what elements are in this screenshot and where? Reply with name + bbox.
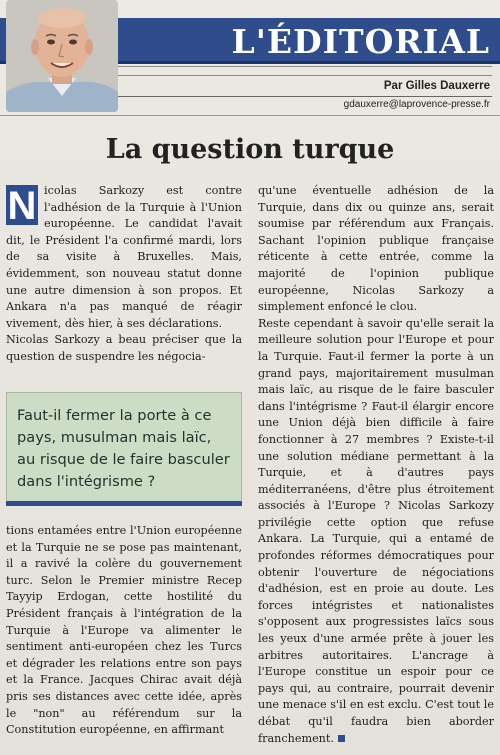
article-paragraph xyxy=(258,316,494,747)
author-byline: Par Gilles Dauxerre xyxy=(383,80,490,92)
article-paragraph: icolas Sarkozy est contre l'adhésion de la Turquie à l'Union européenne. Le candidat l'avait dit, le Président l'a confirmé mardi, lors de sa visite à Bruxelles. Mais, évidemment, son nouveau statut donne une autre dimension à son propos. Et Ankara n'a pas manqué de réagir vivement, dès hier, à ses déclarations. xyxy=(6,184,242,330)
pull-quote-bar xyxy=(6,501,242,506)
article-column-left-bottom xyxy=(6,523,242,755)
section-title: L'ÉDITORIAL xyxy=(231,22,490,61)
header-bottom-rule xyxy=(0,115,500,116)
end-of-article-mark xyxy=(338,735,345,742)
pull-quote: Faut-il fermer la porte à ce pays, musulman mais laïc, au risque de le faire basculer dans l'intégrisme ? xyxy=(6,392,242,504)
article-column-right xyxy=(258,183,494,755)
article-text: Reste cependant à savoir qu'elle serait la meilleure solution pour l'Europe et pour la Turquie. Faut-il fermer la porte à un grand pays, majoritairement musulman mais laïc, au risque de le faire basculer dans l'intégrisme ? Faut-il élargir encore une Union déjà bien difficile à faire fonctionner à 27 membres ? Existe-t-il une solution médiane permettant à la Turquie, et à d'autres pays méditerranéens, d'être plus étroitement associés à l'Europe ? Nicolas Sarkozy privilégie cette option que refuse Ankara. La Turquie, qui a entamé de profondes réformes démocratiques pour obtenir l'ouverture de négociations d'adhésion, est en proie au doute. Les forces intégristes et nationalistes s'opposent aux progressistes laïcs sous les yeux d'une armée prête à jouer les arbitres autoritaires. L'ancrage à l'Europe constitue un espoir pour ce pays qui, au contraire, pourrait devenir une menace s'il en est exclu. C'est tout le débat qu'il faudra bien aborder franchement. xyxy=(258,316,494,745)
drop-cap: N xyxy=(7,184,37,228)
article-paragraph: tions entamées entre l'Union européenne et la Turquie ne se pose pas maintenant, il a ravivé la colère du gouvernement turc. Selon le Premier ministre Recep Tayyip Erdogan, cette hostilité du Président français à l'intégration de la Turquie à l'Europe va alimenter le sentiment anti-européen chez les Turcs et dégrader les relations entre son pays et la France. Jacques Chirac avait déjà pris ses distances avec cette idée, après le "non" au référendum sur la Constitution européenne, en affirmant xyxy=(6,524,242,737)
author-portrait xyxy=(6,0,118,112)
article-headline: La question turque xyxy=(105,134,395,165)
byline-divider xyxy=(118,96,492,97)
article-column-left-top xyxy=(6,183,242,375)
author-email: gdauxerre@laprovence-presse.fr xyxy=(343,99,490,110)
article-paragraph: qu'une éventuelle adhésion de la Turquie, dans dix ou quinze ans, serait soumise par référendum aux Français. Sachant l'opinion publique française réticente à cette entrée, comme la majorité de l'opinion publique européenne, Nicolas Sarkozy a simplement enfoncé le clou. xyxy=(258,184,494,314)
article-paragraph: Nicolas Sarkozy a beau préciser que la question de suspendre les négocia- xyxy=(6,333,242,363)
header-rule-lines xyxy=(100,66,492,76)
author-portrait-image xyxy=(6,0,118,112)
